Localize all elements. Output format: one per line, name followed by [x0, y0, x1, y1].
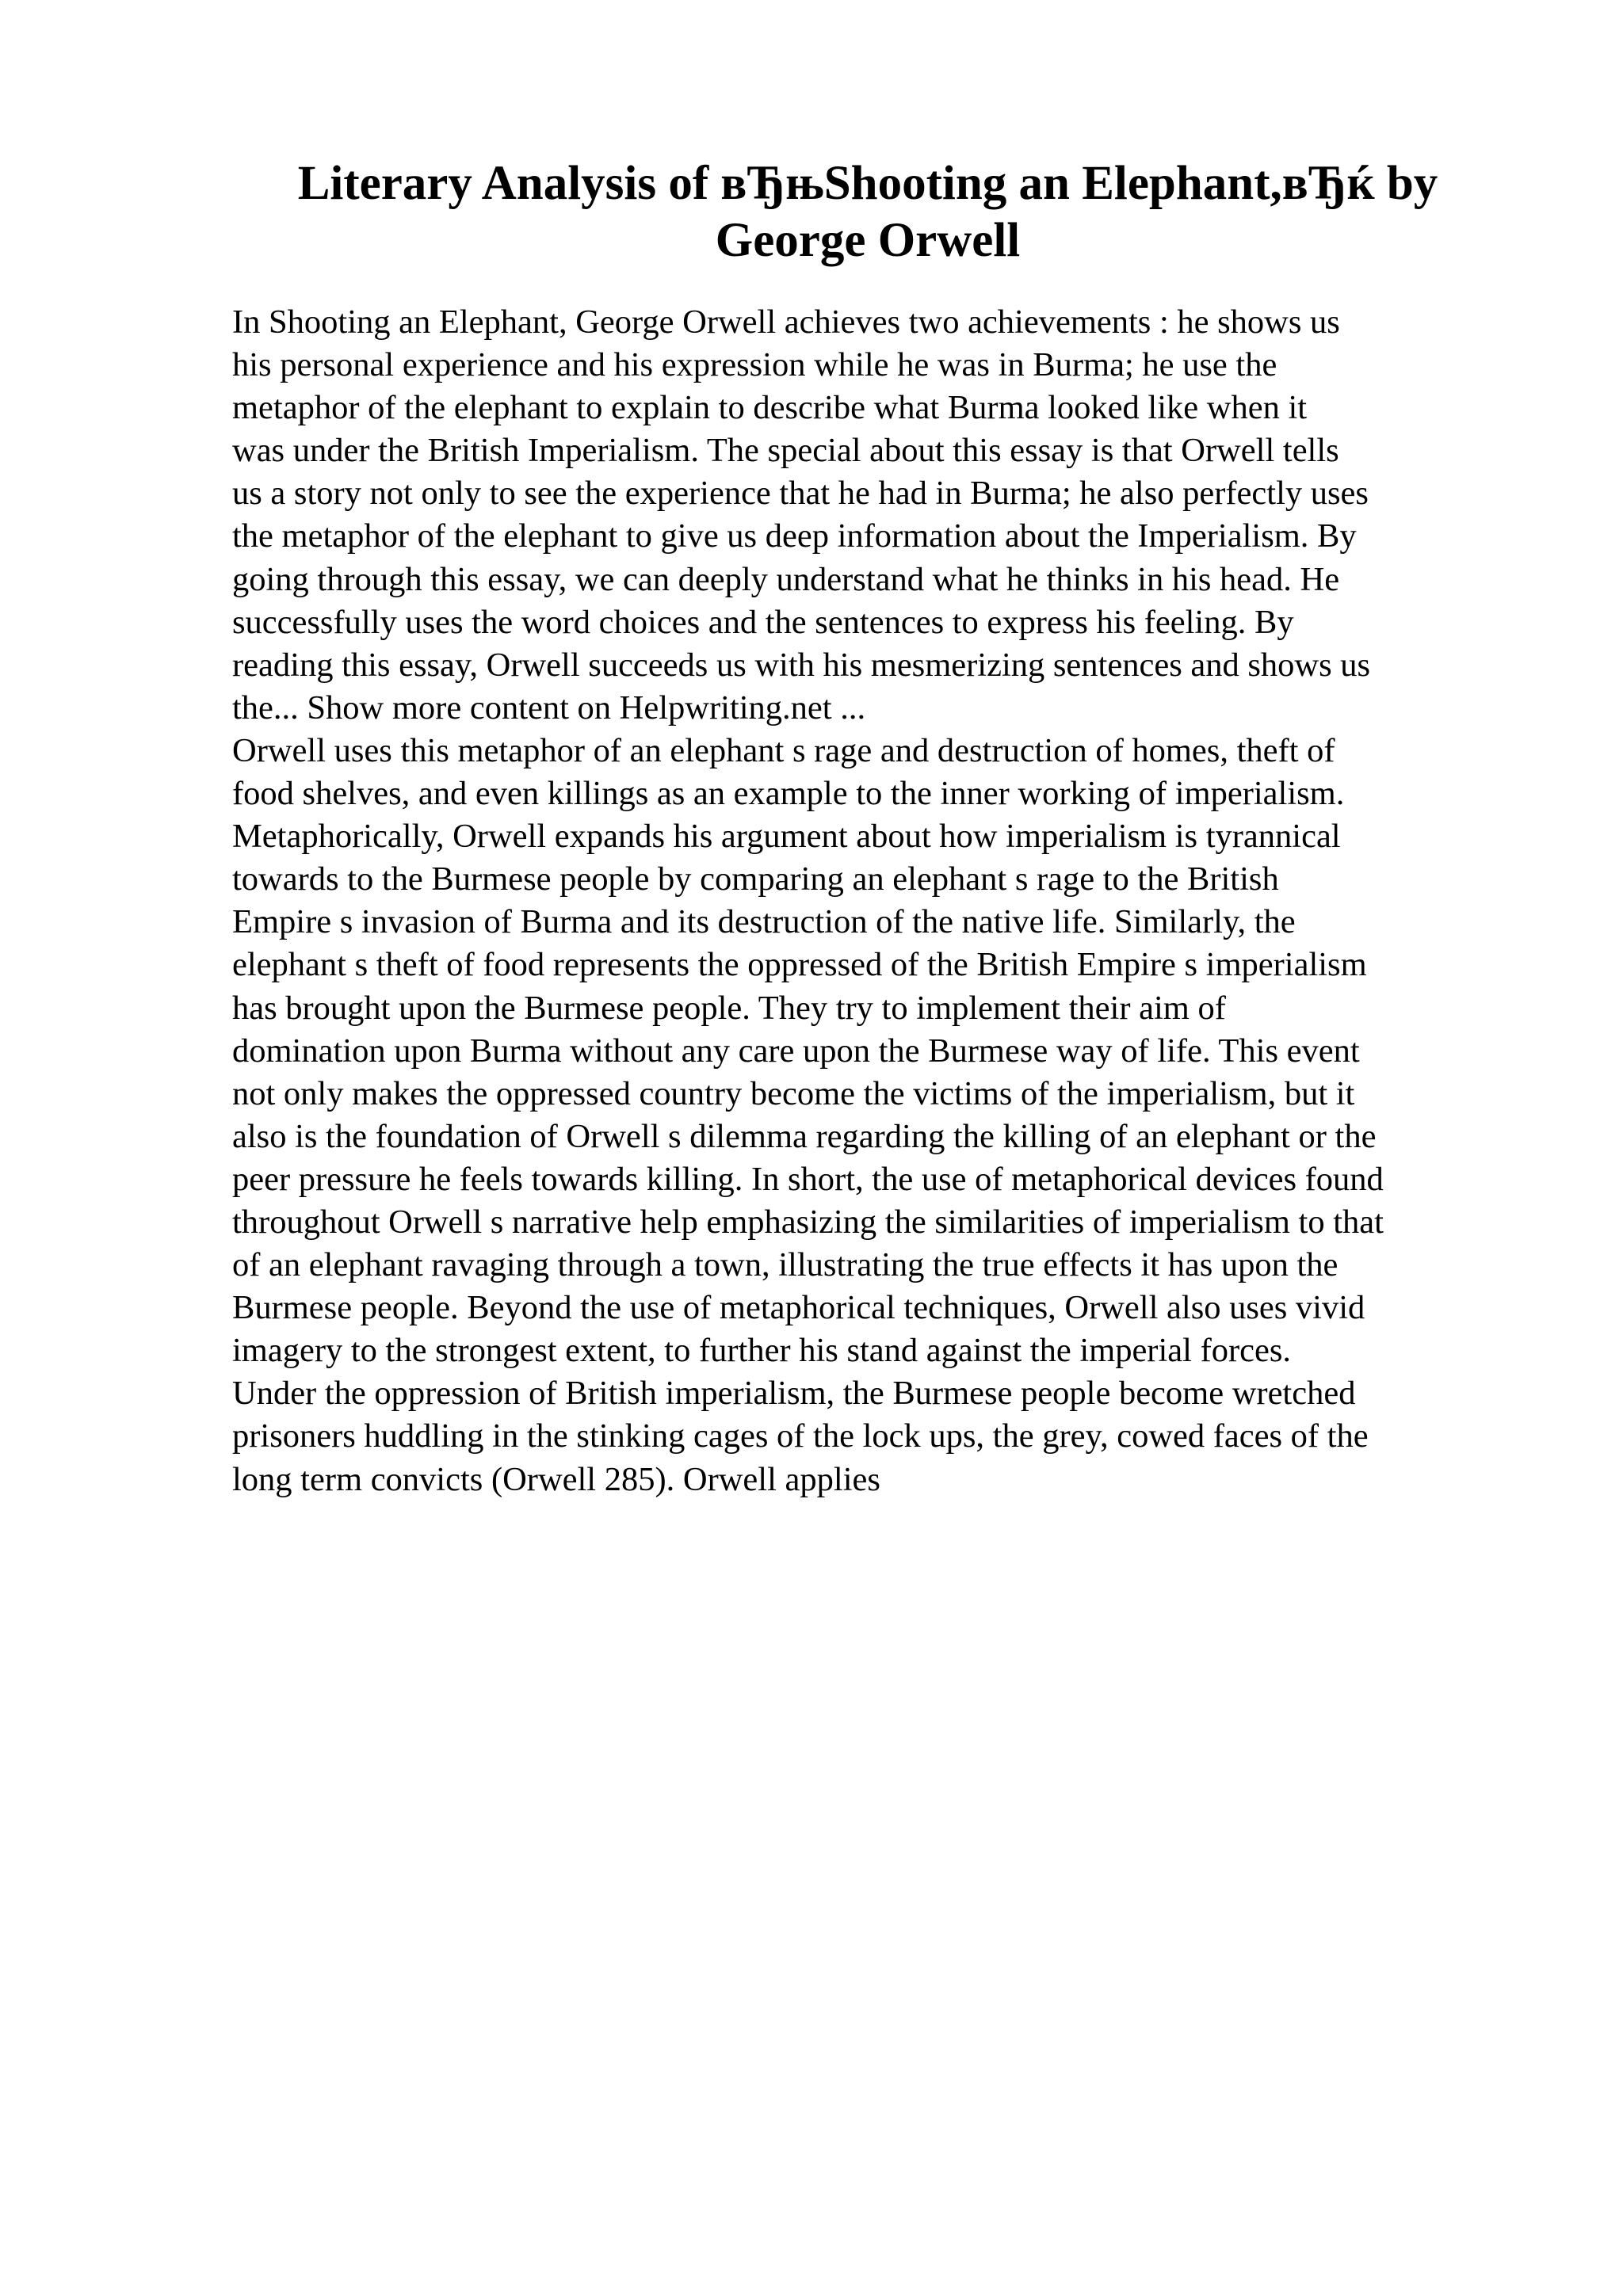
- show-more-link[interactable]: the... Show more content on Helpwriting.net ...: [232, 688, 866, 727]
- body-line: Orwell uses this metaphor of an elephant s rage and destruction of homes, theft of: [232, 731, 1335, 769]
- body-line: In Shooting an Elephant, George Orwell achieves two achievements : he shows us: [232, 303, 1340, 341]
- body-line: Burmese people. Beyond the use of metaphorical techniques, Orwell also uses vivid: [232, 1289, 1365, 1327]
- body-line: metaphor of the elephant to explain to describe what Burma looked like when it: [232, 389, 1308, 427]
- document-body: [232, 301, 1532, 1501]
- body-line: Metaphorically, Orwell expands his argument about how imperialism is tyrannical: [232, 818, 1341, 856]
- body-line: us a story not only to see the experience that he had in Burma; he also perfectly uses: [232, 475, 1369, 513]
- body-line: reading this essay, Orwell succeeds us with his mesmerizing sentences and shows us: [232, 646, 1371, 684]
- title-line: Literary Analysis of вЂњShooting an Elephant,вЂќ by: [297, 157, 1438, 210]
- body-line: Empire s invasion of Burma and its destruction of the native life. Similarly, the: [232, 903, 1296, 941]
- body-line: towards to the Burmese people by comparing an elephant s rage to the British: [232, 860, 1279, 898]
- body-line: domination upon Burma without any care upon the Burmese way of life. This event: [232, 1032, 1360, 1070]
- body-line: not only makes the oppressed country become the victims of the imperialism, but it: [232, 1074, 1355, 1112]
- body-line: throughout Orwell s narrative help emphasizing the similarities of imperialism to that: [232, 1203, 1384, 1241]
- title-line: George Orwell: [715, 214, 1021, 267]
- body-line: successfully uses the word choices and the sentences to express his feeling. By: [232, 603, 1294, 641]
- document-title: [230, 155, 1506, 269]
- body-line: elephant s theft of food represents the oppressed of the British Empire s imperialism: [232, 946, 1367, 984]
- body-line: long term convicts (Orwell 285). Orwell applies: [232, 1460, 880, 1498]
- body-line: Under the oppression of British imperialism, the Burmese people become wretched: [232, 1375, 1356, 1413]
- body-line: food shelves, and even killings as an example to the inner working of imperialism.: [232, 775, 1345, 813]
- body-line: of an elephant ravaging through a town, illustrating the true effects it has upon the: [232, 1246, 1338, 1284]
- body-line: also is the foundation of Orwell s dilemma regarding the killing of an elephant or the: [232, 1117, 1377, 1155]
- body-line: his personal experience and his expression while he was in Burma; he use the: [232, 346, 1277, 384]
- body-line: was under the British Imperialism. The special about this essay is that Orwell tells: [232, 432, 1339, 470]
- body-line: has brought upon the Burmese people. They try to implement their aim of: [232, 989, 1226, 1027]
- body-line: peer pressure he feels towards killing. In short, the use of metaphorical devices found: [232, 1160, 1384, 1198]
- body-line: imagery to the strongest extent, to further his stand against the imperial forces.: [232, 1332, 1292, 1370]
- body-line: prisoners huddling in the stinking cages of the lock ups, the grey, cowed faces of the: [232, 1417, 1369, 1455]
- body-line: the metaphor of the elephant to give us deep information about the Imperialism. By: [232, 517, 1357, 555]
- body-line: going through this essay, we can deeply understand what he thinks in his head. He: [232, 560, 1340, 598]
